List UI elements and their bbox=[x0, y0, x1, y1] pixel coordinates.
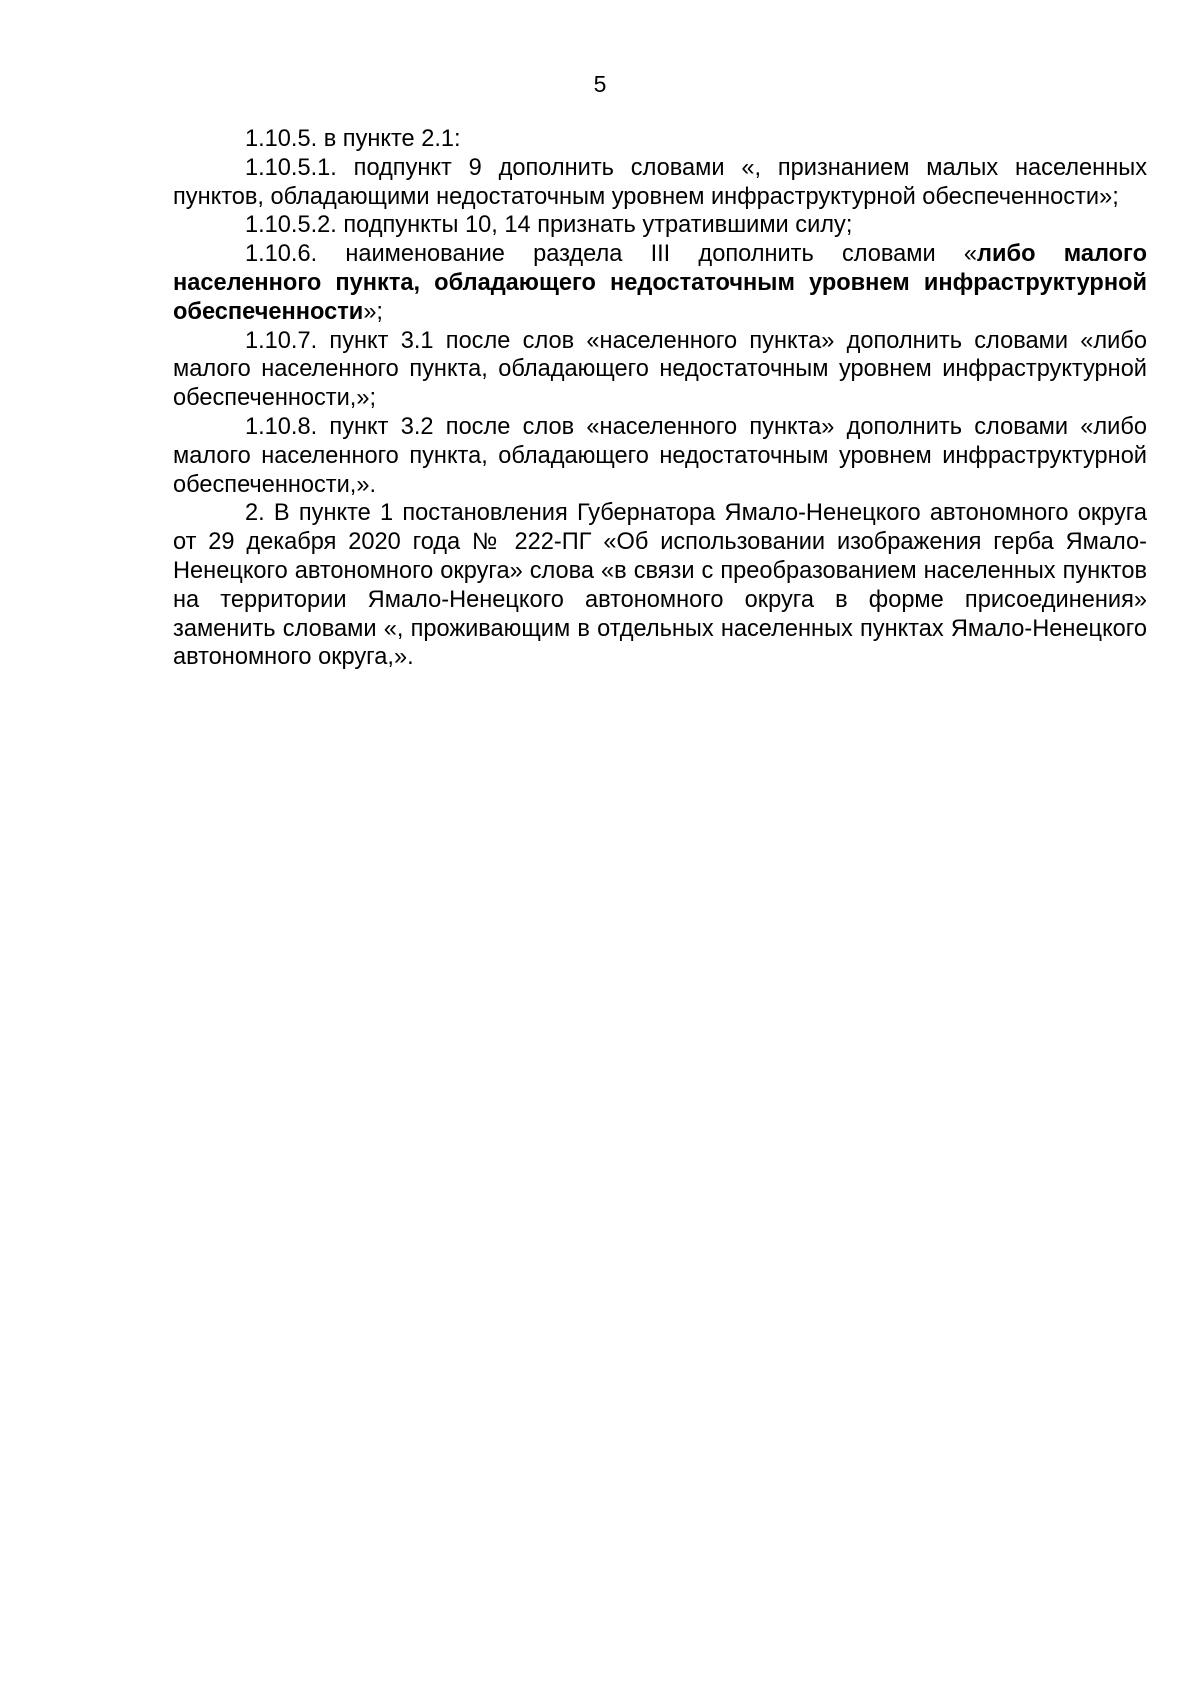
page-number: 5 bbox=[593, 71, 607, 97]
paragraph-1-10-5-2: 1.10.5.2. подпункты 10, 14 признать утратившими силу; bbox=[245, 212, 853, 239]
paragraph-1-10-6 bbox=[173, 240, 1147, 326]
document-body bbox=[173, 125, 1147, 672]
paragraph-2: 2. В пункте 1 постановления Губернатора Ямало-Ненецкого автономного округа от 29 декабря 2020 года № 222-ПГ «Об использовании изображения герба Ямало-Ненецкого автономного округа» слова «в связи с преобразованием населенных пунктов на территории Ямало-Ненецкого автономного округа в форме присоединения» заменить словами «, проживающим в отдельных населенных пунктах Ямало-Ненецкого автономного округа,». bbox=[173, 500, 1147, 671]
paragraph-1-10-5: 1.10.5. в пункте 2.1: bbox=[245, 126, 461, 152]
paragraph-1-10-6-text-end: »; bbox=[363, 298, 383, 325]
paragraph-1-10-7: 1.10.7. пункт 3.1 после слов «населенного пункта» дополнить словами «либо малого населенного пункта, обладающего недостаточным уровнем инфраструктурной обеспеченности,»; bbox=[173, 327, 1147, 412]
paragraph-1-10-5-1: 1.10.5.1. подпункт 9 дополнить словами «, признанием малых населенных пунктов, обладающими недостаточным уровнем инфраструктурной обеспеченности»; bbox=[173, 154, 1147, 210]
paragraph-1-10-8: 1.10.8. пункт 3.2 после слов «населенного пункта» дополнить словами «либо малого населенного пункта, обладающего недостаточным уровнем инфраструктурной обеспеченности,». bbox=[173, 413, 1147, 498]
paragraph-1-10-6-bold-text: либо малого населенного пункта, обладающего недостаточным уровнем инфраструктурной обеспеченности bbox=[173, 241, 1147, 325]
paragraph-1-10-6-text-start: 1.10.6. наименование раздела III дополнить словами « bbox=[245, 241, 978, 268]
